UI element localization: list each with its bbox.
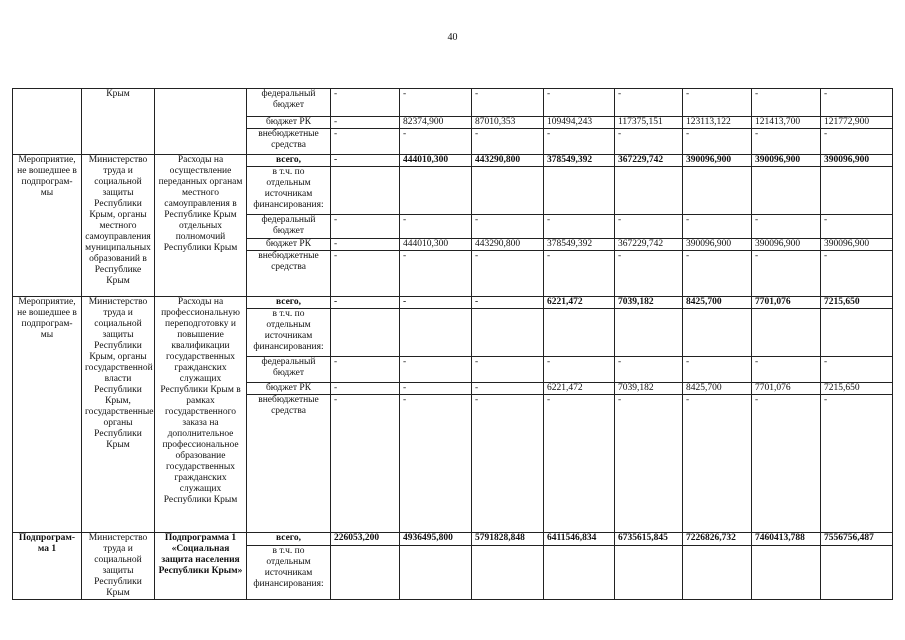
cell-description: Расходы на осуществление переданных органам местного самоуправления в Республике Крым отдельных полномочий Республики Крым	[155, 155, 247, 297]
cell-value: -	[400, 251, 472, 297]
cell-value: 7701,076	[752, 297, 821, 309]
cell-value: -	[615, 215, 683, 239]
cell-source: в т.ч. по отдельным источникам финансирования:	[247, 309, 331, 357]
cell-value: -	[331, 297, 400, 309]
cell-value: 121772,900	[821, 117, 893, 129]
table-row	[13, 533, 893, 546]
cell-source: федеральный бюджет	[247, 215, 331, 239]
cell-source: бюджет РК	[247, 239, 331, 251]
table-row	[13, 297, 893, 309]
cell-value: -	[683, 251, 752, 297]
cell-event: Мероприятие, не вошедшее в подпрограм-мы	[13, 155, 82, 297]
cell-executor: Крым	[82, 89, 155, 155]
cell-executor: Министерство труда и социальной защиты Республики Крым	[82, 533, 155, 600]
cell-value: 7226826,732	[683, 533, 752, 546]
cell-value: -	[752, 395, 821, 533]
cell-value: 390096,900	[752, 239, 821, 251]
cell-value	[472, 545, 544, 599]
cell-value: 5791828,848	[472, 533, 544, 546]
cell-description: Подпрограмма 1 «Социальная защита населения Республики Крым»	[155, 533, 247, 600]
cell-source: внебюджетные средства	[247, 129, 331, 155]
cell-executor: Министерство труда и социальной защиты Республики Крым, органы местного самоуправления муниципальных образований в Республике Крым	[82, 155, 155, 297]
cell-value: -	[752, 251, 821, 297]
cell-value: -	[544, 395, 615, 533]
cell-value	[821, 545, 893, 599]
cell-value: -	[544, 251, 615, 297]
cell-value: 7215,650	[821, 297, 893, 309]
cell-value: 443290,800	[472, 239, 544, 251]
cell-value: 226053,200	[331, 533, 400, 546]
cell-value	[821, 309, 893, 357]
cell-value: 8425,700	[683, 383, 752, 395]
cell-source: федеральный бюджет	[247, 89, 331, 117]
cell-value	[544, 309, 615, 357]
cell-value	[752, 167, 821, 215]
cell-source: в т.ч. по отдельным источникам финансирования:	[247, 545, 331, 599]
cell-value: -	[683, 129, 752, 155]
cell-value: -	[472, 395, 544, 533]
cell-value: -	[331, 239, 400, 251]
cell-value: -	[752, 89, 821, 117]
cell-executor: Министерство труда и социальной защиты Республики Крым, органы государственной власти Республики Крым, государственные органы Республики Крым	[82, 297, 155, 533]
cell-value	[752, 545, 821, 599]
cell-value: -	[821, 89, 893, 117]
cell-value: -	[752, 215, 821, 239]
cell-value: -	[615, 395, 683, 533]
cell-value: -	[331, 383, 400, 395]
cell-value: -	[683, 215, 752, 239]
cell-value	[683, 167, 752, 215]
cell-value: 6411546,834	[544, 533, 615, 546]
cell-value: -	[400, 89, 472, 117]
cell-value: 444010,300	[400, 239, 472, 251]
cell-source: внебюджетные средства	[247, 251, 331, 297]
cell-value: -	[400, 357, 472, 383]
cell-value	[400, 309, 472, 357]
cell-value	[821, 167, 893, 215]
cell-value	[400, 545, 472, 599]
cell-value: -	[472, 251, 544, 297]
cell-value: -	[615, 251, 683, 297]
cell-value	[752, 309, 821, 357]
cell-value: -	[472, 297, 544, 309]
cell-value: 390096,900	[683, 155, 752, 167]
cell-value: -	[615, 129, 683, 155]
cell-source: всего,	[247, 533, 331, 546]
cell-value: 123113,122	[683, 117, 752, 129]
cell-value: 121413,700	[752, 117, 821, 129]
cell-value: 7701,076	[752, 383, 821, 395]
cell-value: -	[472, 215, 544, 239]
cell-value: 443290,800	[472, 155, 544, 167]
cell-value	[615, 545, 683, 599]
cell-value: 390096,900	[683, 239, 752, 251]
cell-value: 7039,182	[615, 297, 683, 309]
cell-value: 7039,182	[615, 383, 683, 395]
cell-value: -	[331, 129, 400, 155]
cell-value: -	[331, 357, 400, 383]
cell-value: -	[683, 89, 752, 117]
cell-value	[683, 309, 752, 357]
cell-value: -	[683, 395, 752, 533]
cell-value: 7556756,487	[821, 533, 893, 546]
cell-value: 367229,742	[615, 155, 683, 167]
cell-value: 7215,650	[821, 383, 893, 395]
cell-value	[331, 167, 400, 215]
cell-event: Мероприятие, не вошедшее в подпрограм-мы	[13, 297, 82, 533]
cell-value: -	[544, 129, 615, 155]
cell-value: -	[683, 357, 752, 383]
cell-value: -	[821, 357, 893, 383]
cell-value	[400, 167, 472, 215]
cell-value: 444010,300	[400, 155, 472, 167]
cell-value: 390096,900	[752, 155, 821, 167]
cell-value	[331, 545, 400, 599]
cell-value	[472, 309, 544, 357]
cell-value: 117375,151	[615, 117, 683, 129]
cell-value: 378549,392	[544, 155, 615, 167]
cell-value: -	[821, 251, 893, 297]
cell-value	[683, 545, 752, 599]
cell-value: -	[400, 297, 472, 309]
cell-source: бюджет РК	[247, 117, 331, 129]
cell-value: 8425,700	[683, 297, 752, 309]
cell-description: Расходы на профессиональную переподготовку и повышение квалификации государственных гражданских служащих Республики Крым в рамках государственного заказа на дополнительное профессиональное образование государственных гражданских служащих Республики Крым	[155, 297, 247, 533]
cell-value: -	[752, 357, 821, 383]
cell-value: -	[544, 357, 615, 383]
cell-value: 390096,900	[821, 155, 893, 167]
cell-value: -	[331, 89, 400, 117]
cell-source: внебюджетные средства	[247, 395, 331, 533]
cell-value: -	[544, 89, 615, 117]
cell-value: -	[331, 395, 400, 533]
cell-value	[615, 167, 683, 215]
cell-value: -	[615, 357, 683, 383]
cell-value: -	[331, 251, 400, 297]
cell-value	[472, 167, 544, 215]
cell-value: 378549,392	[544, 239, 615, 251]
cell-value: -	[472, 129, 544, 155]
cell-value: -	[331, 117, 400, 129]
cell-event	[13, 89, 82, 155]
cell-source: бюджет РК	[247, 383, 331, 395]
cell-value: 390096,900	[821, 239, 893, 251]
cell-value: 87010,353	[472, 117, 544, 129]
budget-table	[12, 88, 893, 600]
cell-value: -	[400, 129, 472, 155]
page-number: 40	[447, 32, 458, 43]
table-row	[13, 155, 893, 167]
cell-value: -	[472, 89, 544, 117]
cell-value: 6735615,845	[615, 533, 683, 546]
cell-value: -	[400, 215, 472, 239]
cell-value	[331, 309, 400, 357]
cell-value	[544, 167, 615, 215]
cell-value: -	[472, 357, 544, 383]
cell-value: -	[331, 155, 400, 167]
cell-value: -	[331, 215, 400, 239]
cell-event: Подпрограм-ма 1	[13, 533, 82, 600]
cell-source: всего,	[247, 297, 331, 309]
cell-value: -	[615, 89, 683, 117]
cell-value: 4936495,800	[400, 533, 472, 546]
table-row	[13, 89, 893, 117]
cell-source: всего,	[247, 155, 331, 167]
cell-value: 6221,472	[544, 383, 615, 395]
cell-value: 6221,472	[544, 297, 615, 309]
cell-value: -	[472, 383, 544, 395]
cell-value: -	[400, 383, 472, 395]
cell-value: 367229,742	[615, 239, 683, 251]
cell-value: 82374,900	[400, 117, 472, 129]
cell-value	[544, 545, 615, 599]
cell-source: в т.ч. по отдельным источникам финансирования:	[247, 167, 331, 215]
cell-value: -	[821, 215, 893, 239]
cell-value: -	[821, 395, 893, 533]
cell-value: -	[752, 129, 821, 155]
cell-value: 109494,243	[544, 117, 615, 129]
cell-value	[615, 309, 683, 357]
cell-source: федеральный бюджет	[247, 357, 331, 383]
cell-value: 7460413,788	[752, 533, 821, 546]
cell-value: -	[400, 395, 472, 533]
cell-description	[155, 89, 247, 155]
cell-value: -	[821, 129, 893, 155]
cell-value: -	[544, 215, 615, 239]
